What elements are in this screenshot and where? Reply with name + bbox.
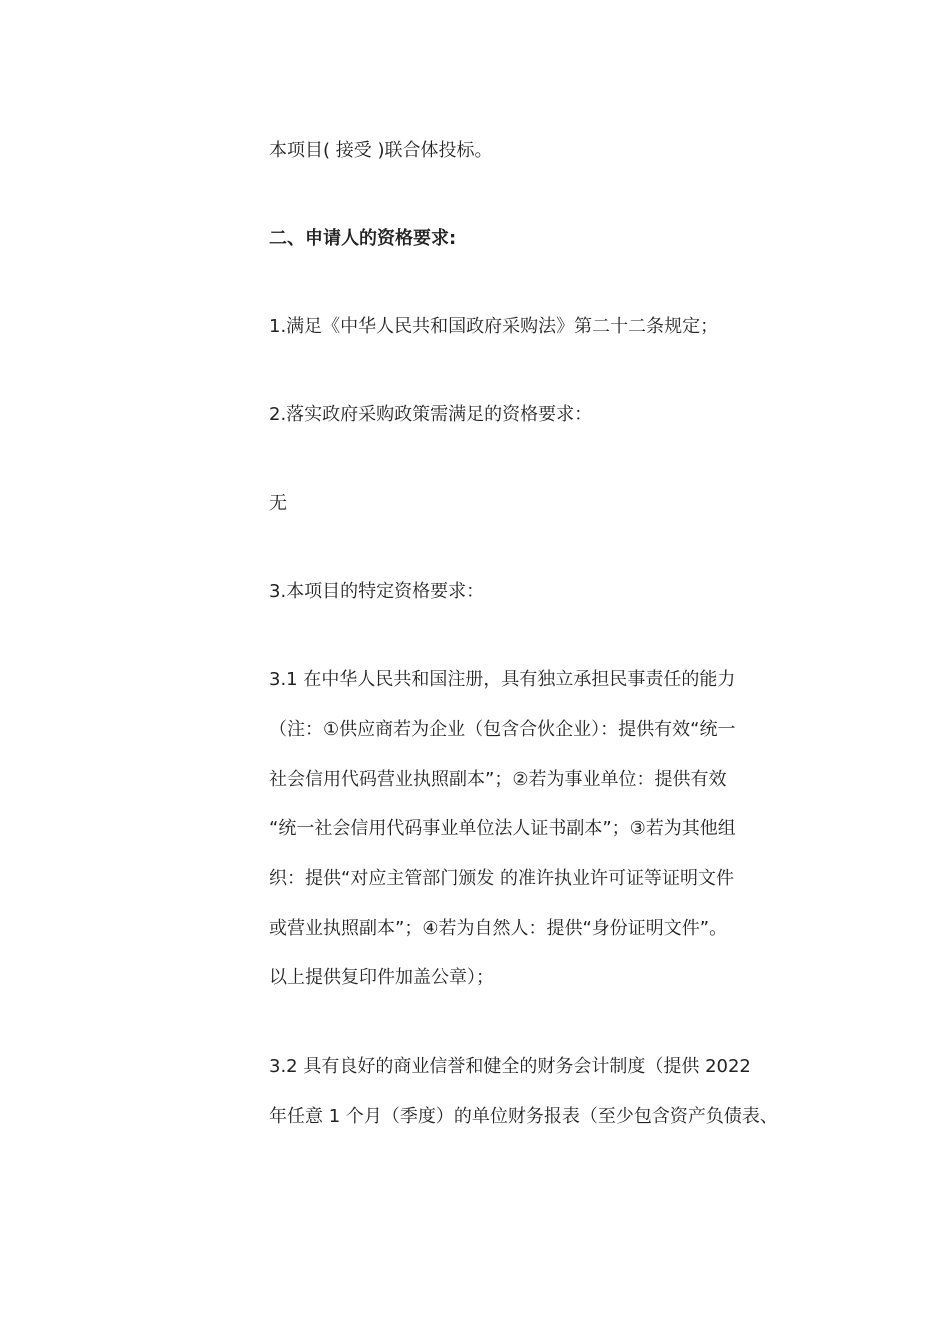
requirement-3-1-line-5: 织：提供“对应主管部门颁发 的准许执业许可证等证明文件 [269,868,735,889]
consortium-bid-line: 本项目( 接受 )联合体投标。 [269,140,493,161]
requirement-2-answer: 无 [269,493,287,514]
requirement-1: 1.满足《中华人民共和国政府采购法》第二十二条规定； [269,316,719,337]
requirement-3-1-line-3: 社会信用代码营业执照副本”；②若为事业单位：提供有效 [269,769,727,790]
requirement-3-1-line-6: 或营业执照副本”；④若为自然人：提供“身份证明文件”。 [269,918,728,939]
requirement-3-1-line-1: 3.1 在中华人民共和国注册，具有独立承担民事责任的能力 [269,669,736,690]
requirement-3-1-line-4: “统一社会信用代码事业单位法人证书副本”；③若为其他组 [269,818,736,839]
requirement-3: 3.本项目的特定资格要求： [269,581,485,602]
section-heading-qualification: 二、申请人的资格要求: [269,228,457,249]
requirement-3-1-line-2: （注：①供应商若为企业（包含合伙企业）：提供有效“统一 [269,719,736,740]
requirement-3-2-line-2: 年任意 1 个月（季度）的单位财务报表（至少包含资产负债表、 [269,1106,778,1127]
requirement-3-2-line-1: 3.2 具有良好的商业信誉和健全的财务会计制度（提供 2022 [269,1056,751,1077]
requirement-2: 2.落实政府采购政策需满足的资格要求： [269,404,593,425]
requirement-3-1-line-7: 以上提供复印件加盖公章）； [269,967,494,988]
